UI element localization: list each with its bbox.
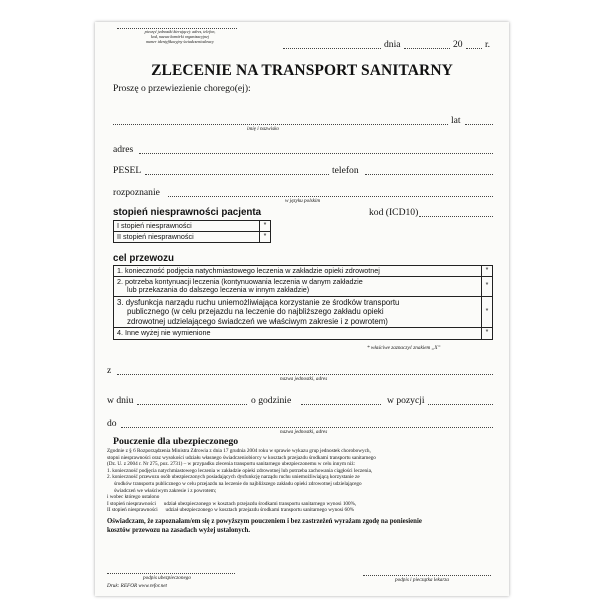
notice-text <box>107 448 376 514</box>
notice-item-cont: środków transportu publicznego w celu przejazdu na leczenie do najbliższego zakładu opieki zdrowotnej udzielającego <box>114 480 362 487</box>
purpose-option-2-cont: lub przekazania do dalszego leczenia w innym zakładzie) <box>127 285 310 295</box>
checkbox-cell[interactable]: * <box>260 221 271 232</box>
notice-item-cont: świadczeń we właściwym zakresie i z powrotem; <box>114 487 217 494</box>
notice-item: 2. konieczność przewozu osób ubezpieczonych posiadających dysfunkcję narządu ruchu uniemożliwiającą korzystanie ze <box>107 474 360 481</box>
table-row <box>114 266 493 277</box>
checkbox-cell[interactable]: * <box>482 266 493 277</box>
address-label: adres <box>113 144 134 155</box>
icd-label: kod (ICD10) <box>369 207 419 218</box>
notice-heading: Pouczenie dla ubezpieczonego <box>113 436 239 447</box>
disability-option-2: II stopień niesprawności <box>114 232 260 243</box>
age-label: lat <box>451 115 461 126</box>
phone-label: telefon <box>332 165 359 176</box>
to-caption: nazwa jednostki, adres <box>280 429 328 435</box>
patient-signature-caption: podpis ubezpieczonego <box>143 575 191 581</box>
pesel-label: PESEL <box>113 165 142 176</box>
icd-dotted-line <box>419 216 493 217</box>
age-dotted-line <box>465 124 493 125</box>
purpose-option-2: 2. potrzeba kontynuacji leczenia (kontynuowania leczenia w danym zakładzie <box>117 277 363 287</box>
table-row <box>114 277 493 296</box>
purpose-option-3-cont: publicznego (w celu przejazdu na leczenie do najbliższego zakładu opieki <box>127 307 384 317</box>
from-label: z <box>107 365 112 376</box>
name-dotted-line <box>113 124 448 125</box>
name-caption: imię i nazwisko <box>247 126 279 132</box>
notice-item: 1. konieczność podjęcia natychmiastowego leczenia w zakładzie opieki zdrowotnej lub potrzeba zachowania ciągłości leczenia, <box>107 467 373 474</box>
to-label: do <box>107 418 117 429</box>
purpose-option-3: 3. dysfunkcja narządu ruchu uniemożliwiająca korzystanie ze środków transportu <box>117 297 400 307</box>
position-dotted-line <box>428 404 493 405</box>
date-dotted-line <box>404 48 450 49</box>
patient-signature-line <box>107 573 235 574</box>
to-dotted-line <box>121 427 493 428</box>
mark-footnote: * właściwe zaznaczyć znakiem „X” <box>367 345 441 351</box>
disability-heading: stopień niesprawności pacjenta <box>113 207 262 218</box>
notice-line: stopni niesprawności oraz wysokości udziału własnego świadczeniobiorcy w kosztach przejazdu środkami transportu sanitarnego <box>107 454 376 461</box>
stamp-line: kod, nazwa komórki organizacyjnej <box>150 34 210 39</box>
notice-line: (Dz. U. z 2004 r. Nr 275, poz. 2731) – w przypadku zlecenia transportu sanitarnego ubezpieczonemu w celu innym niż: <box>107 461 356 468</box>
statement-line: Oświadczam, że zapoznałam/em się z powyższym pouczeniem i bez zastrzeżeń wyrażam zgodę na poniesienie <box>107 518 422 525</box>
diagnosis-label: rozpoznanie <box>113 187 160 198</box>
form-title: ZLECENIE NA TRANSPORT SANITARNY <box>151 62 453 79</box>
notice-line: Zgodnie z § 6 Rozporządzenia Ministra Zdrowia z dnia 17 grudnia 2004 roku w sprawie wykazu grup jednostek chorobowych, <box>107 448 371 454</box>
statement-line: kosztów przewozu na zasadach wyżej ustalonych. <box>107 526 251 534</box>
disability-option-1: I stopień niesprawności <box>114 221 260 232</box>
consent-statement <box>107 518 422 535</box>
notice-tail: i wobec którego ustalono <box>107 494 160 501</box>
diagnosis-caption: w języku polskim <box>285 198 321 204</box>
purpose-table <box>113 265 493 340</box>
phone-dotted-line <box>365 174 493 175</box>
place-dotted-line <box>283 48 381 49</box>
table-row <box>114 221 271 232</box>
year-dotted-line <box>466 48 482 49</box>
doctor-signature-caption: podpis i pieczątka lekarza <box>395 577 450 583</box>
year-label: 20 <box>453 39 463 50</box>
stamp-line: numer identyfikacyjny świadczeniodawcy <box>146 39 214 44</box>
address-dotted-line <box>139 153 493 154</box>
day-label: w dniu <box>107 395 134 406</box>
notice-rate-1: I stopień niesprawności udział ubezpieczonego w kosztach przejazdu środkami transportu sanitarnego wynosi 100%, <box>107 500 357 507</box>
pesel-dotted-line <box>145 174 329 175</box>
date-label: dnia <box>384 39 401 50</box>
table-row <box>114 296 493 328</box>
from-caption: nazwa jednostki, adres <box>280 376 328 382</box>
position-label: w pozycji <box>387 395 425 406</box>
stamp-line: pieczęć jednostki kierującej: adres, telefon, <box>144 29 216 34</box>
checkbox-cell[interactable]: * <box>482 296 493 328</box>
checkbox-cell[interactable]: * <box>482 277 493 296</box>
table-row <box>114 232 271 243</box>
purpose-option-3-cont: zdrowotnej udzielającego świadczeń we właściwym zakresie i z powrotem) <box>127 316 388 326</box>
time-dotted-line <box>301 404 381 405</box>
time-label: o godzinie <box>251 395 292 406</box>
from-dotted-line <box>117 374 493 375</box>
year-suffix: r. <box>485 39 491 50</box>
checkbox-cell[interactable]: * <box>260 232 271 243</box>
table-row <box>114 328 493 339</box>
referral-form-page <box>95 22 509 596</box>
purpose-option-1: 1. konieczność podjęcia natychmiastowego leczenia w zakładzie opieki zdrowotnej <box>117 266 380 275</box>
printer-credit: Druk: REFOR www.refor.net <box>107 583 167 589</box>
day-dotted-line <box>137 404 247 405</box>
doctor-signature-line <box>363 575 491 576</box>
checkbox-cell[interactable]: * <box>482 328 493 339</box>
disability-table <box>113 220 271 243</box>
request-text: Proszę o przewiezienie chorego(ej): <box>113 83 251 94</box>
diagnosis-dotted-line <box>168 196 493 197</box>
purpose-heading: cel przewozu <box>113 253 174 264</box>
purpose-option-4: 4. Inne wyżej nie wymienione <box>117 328 211 338</box>
notice-rate-2: II stopień niesprawności udział ubezpieczonego w kosztach przejazdu środkami transportu sanitarnego wynosi 60% <box>107 507 355 514</box>
institution-stamp-caption <box>105 29 255 44</box>
